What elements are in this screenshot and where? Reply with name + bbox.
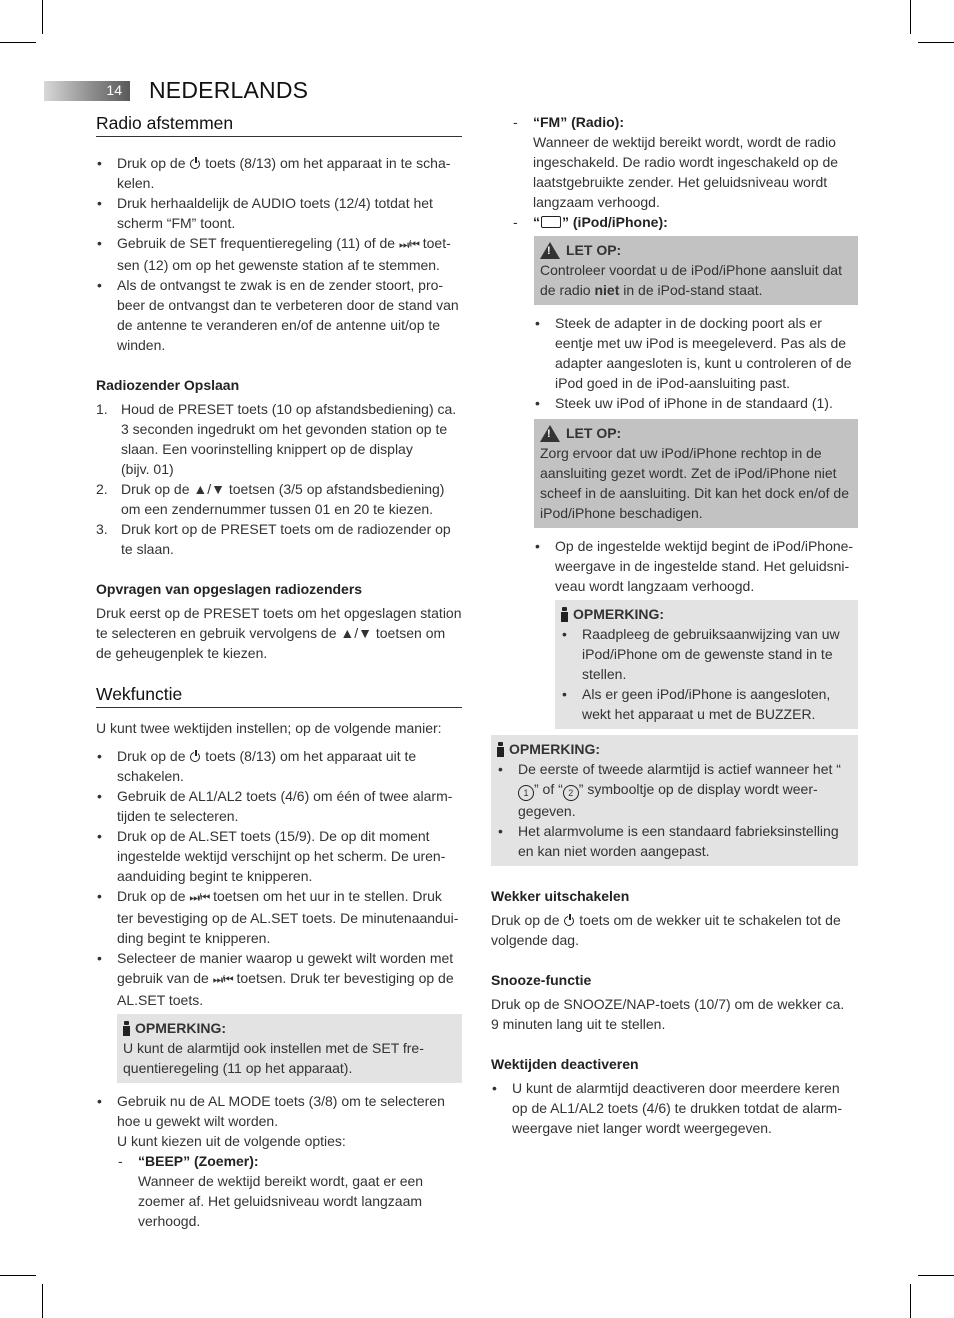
skip-icon: ⏭/⏮ <box>189 892 210 904</box>
list-item: • Druk op de ⏭/⏮ toetsen om het uur in te stellen. Druk ter bevestiging op de AL.SET toets. De minutenaandui-ding begint te knipperen. <box>96 886 462 948</box>
subheading-deactivate: Wektijden deactiveren <box>491 1056 639 1072</box>
list-item: • Gebruik nu de AL MODE toets (3/8) om te selecteren hoe u gewekt wilt worden. U kunt kiezen uit de volgende opties: - “BEEP” (Zoemer): Wanneer de wektijd bereikt wordt, gaat er een zoemer af. Het geluidsniveau wordt langzaam verhoogd. <box>96 1091 462 1231</box>
list-item: 3. Druk kort op de PRESET toets om de radiozender op te slaan. <box>96 521 451 557</box>
warning-box: ! LET OP: Zorg ervoor dat uw iPod/iPhone rechtop in de aansluiting gezet wordt. Zet de iPod/iPhone niet scheef in de aansluiting. Dit kan het dock en/of de iPod/iPhone beschadigen. <box>534 419 858 528</box>
warning-box: ! LET OP: Controleer voordat u de iPod/iPhone aansluit dat de radio niet in de iPod-stand staat. <box>534 236 858 305</box>
crop-mark <box>910 1284 911 1318</box>
list-item: • Als de ontvangst te zwak is en de zender stoort, pro-beer de ontvangst dan te verbeteren door de stand van de antenne te veranderen en/of de antenne uit/op te winden. <box>96 275 462 355</box>
warning-icon <box>540 242 560 259</box>
store-steps <box>96 399 462 559</box>
radio-bullets <box>96 153 462 355</box>
list-item: 1. Houd de PRESET toets (10 op afstandsbediening) ca. 3 seconden ingedrukt om het gevonden station op te slaan. Een voorinstelling knippert op de display (bijv. 01) <box>96 401 457 477</box>
list-item: • Het alarmvolume is een standaard fabrieksinstelling en kan niet worden aangepast. <box>497 821 852 861</box>
list-item: • De eerste of tweede alarmtijd is actief wanneer het “1 ” of “ 2 ” symbooltje op de display wordt weer-gegeven. <box>497 759 852 821</box>
note-box: OPMERKING: U kunt de alarmtijd ook instellen met de SET fre-quentieregeling (11 op het apparaat). <box>117 1014 462 1083</box>
option-beep: - “BEEP” (Zoemer): Wanneer de wektijd bereikt wordt, gaat er een zoemer af. Het geluidsniveau wordt langzaam verhoogd. <box>118 1153 424 1229</box>
list-item: • Steek de adapter in de docking poort als er eentje met uw iPod is meegeleverd. Pas als de adapter aangesloten is, kunt u controleren of de iPod goed in de iPod-aansluiting past. <box>534 313 858 393</box>
crop-mark <box>0 1275 36 1276</box>
note-box: OPMERKING: • De eerste of tweede alarmtijd is actief wanneer het “1 ” of “ 2 ” symbooltje op de display wordt weer-gegeven. • Het alarmvolume is een standaard fabrieksinstelling en kan niet worden aangepast. <box>491 735 858 866</box>
wek-intro: U kunt twee wektijden instellen; op de volgende manier: <box>96 720 442 736</box>
power-icon <box>564 916 574 926</box>
subheading-off: Wekker uitschakelen <box>491 888 630 904</box>
section-heading-wek: Wekfunctie <box>96 683 462 708</box>
ipod-bullets <box>534 313 858 413</box>
subheading-recall: Opvragen van opgeslagen radiozenders <box>96 581 363 597</box>
list-item: • Raadpleeg de gebruiksaanwijzing van uw iPod/iPhone om de gewenste stand in te stellen. <box>561 624 852 684</box>
subheading-store: Radiozender Opslaan <box>96 377 240 393</box>
page-number-tab <box>44 81 130 101</box>
list-item: • Gebruik de AL1/AL2 toets (4/6) om één of twee alarm-tijden te selecteren. <box>96 786 462 826</box>
crop-mark <box>910 0 911 34</box>
list-item: • Selecteer de manier waarop u gewekt wilt worden met gebruik van de ⏭/⏮ toetsen. Druk ter bevestiging op de AL.SET toets. <box>96 948 462 1010</box>
deactivate-bullets <box>491 1078 858 1138</box>
list-item: • Druk op de toets (8/13) om het apparaat in te scha-kelen. <box>96 153 462 193</box>
list-item: • U kunt de alarmtijd deactiveren door meerdere keren op de AL1/AL2 toets (4/6) te drukken totdat de alarm-weergave niet langer wordt weergegeven. <box>491 1078 858 1138</box>
up-down-icon: ▲/▼ <box>193 481 225 497</box>
power-icon <box>190 159 200 169</box>
info-icon <box>561 607 568 622</box>
info-icon <box>123 1021 130 1036</box>
crop-mark <box>0 42 36 43</box>
right-column <box>491 112 858 1138</box>
list-item: • Als er geen iPod/iPhone is aangesloten, wekt het apparaat u met de BUZZER. <box>561 684 852 724</box>
skip-icon: ⏭/⏮ <box>212 974 233 986</box>
crop-mark <box>42 0 43 34</box>
warning-icon <box>540 425 560 442</box>
note-box: OPMERKING: • Raadpleeg de gebruiksaanwijzing van uw iPod/iPhone om de gewenste stand in te stellen. • Als er geen iPod/iPhone is aangesloten, wekt het apparaat u met de BUZZER. <box>555 600 858 729</box>
up-down-icon: ▲/▼ <box>340 625 372 641</box>
list-item: • Druk op de toets (8/13) om het apparaat uit te schakelen. <box>96 746 462 786</box>
language-heading: NEDERLANDS <box>149 77 309 103</box>
list-item: 2. Druk op de ▲/▼ toetsen (3/5 op afstandsbediening) om een zendernummer tussen 01 en 20 te kiezen. <box>96 481 445 517</box>
option-ipod: - “ ” (iPod/iPhone): <box>513 214 668 230</box>
off-paragraph: Druk op de toets om de wekker uit te schakelen tot de volgende dag. <box>491 912 841 948</box>
subheading-snooze: Snooze-functie <box>491 972 592 988</box>
section-heading-radio: Radio afstemmen <box>96 112 462 137</box>
list-item: • Steek uw iPod of iPhone in de standaard (1). <box>534 393 858 413</box>
power-icon <box>190 752 200 762</box>
snooze-paragraph: Druk op de SNOOZE/NAP-toets (10/7) om de wekker ca. 9 minuten lang uit te stellen. <box>491 996 845 1032</box>
option-fm: - “FM” (Radio): Wanneer de wektijd bereikt wordt, wordt de radio ingeschakeld. De radio wordt ingeschakeld op de laatstgebruikte zender. Het geluidsniveau wordt langzaam verhoogd. <box>513 114 839 210</box>
recall-paragraph: Druk eerst op de PRESET toets om het opgeslagen station te selecteren en gebruik vervolgens de ▲/▼ toetsen om de geheugenplek te kiezen. <box>96 605 462 661</box>
skip-icon: ⏭/⏮ <box>398 239 419 251</box>
crop-mark <box>918 1275 954 1276</box>
crop-mark <box>918 42 954 43</box>
left-column <box>96 112 462 1231</box>
info-icon <box>497 742 504 757</box>
list-item: • Druk herhaaldelijk de AUDIO toets (12/4) totdat het scherm “FM” toont. <box>96 193 462 233</box>
ipod-icon <box>541 216 561 228</box>
page-number: 14 <box>106 82 122 98</box>
crop-mark <box>42 1284 43 1318</box>
list-item: • Op de ingestelde wektijd begint de iPod/iPhone-weergave in de ingestelde stand. Het geluidsni-veau wordt langzaam verhoogd. <box>534 536 858 596</box>
alarm1-icon: 1 <box>518 785 534 801</box>
alarm2-icon: 2 <box>563 785 579 801</box>
ipod-bullets-2 <box>534 536 858 596</box>
list-item: • Druk op de AL.SET toets (15/9). De op dit moment ingestelde wektijd verschijnt op het scherm. De uren-aanduiding begint te knipperen. <box>96 826 462 886</box>
mode-bullets <box>96 1091 462 1231</box>
list-item: • Gebruik de SET frequentieregeling (11) of de ⏭/⏮ toet-sen (12) om op het gewenste station af te stemmen. <box>96 233 462 275</box>
wek-bullets <box>96 746 462 1010</box>
